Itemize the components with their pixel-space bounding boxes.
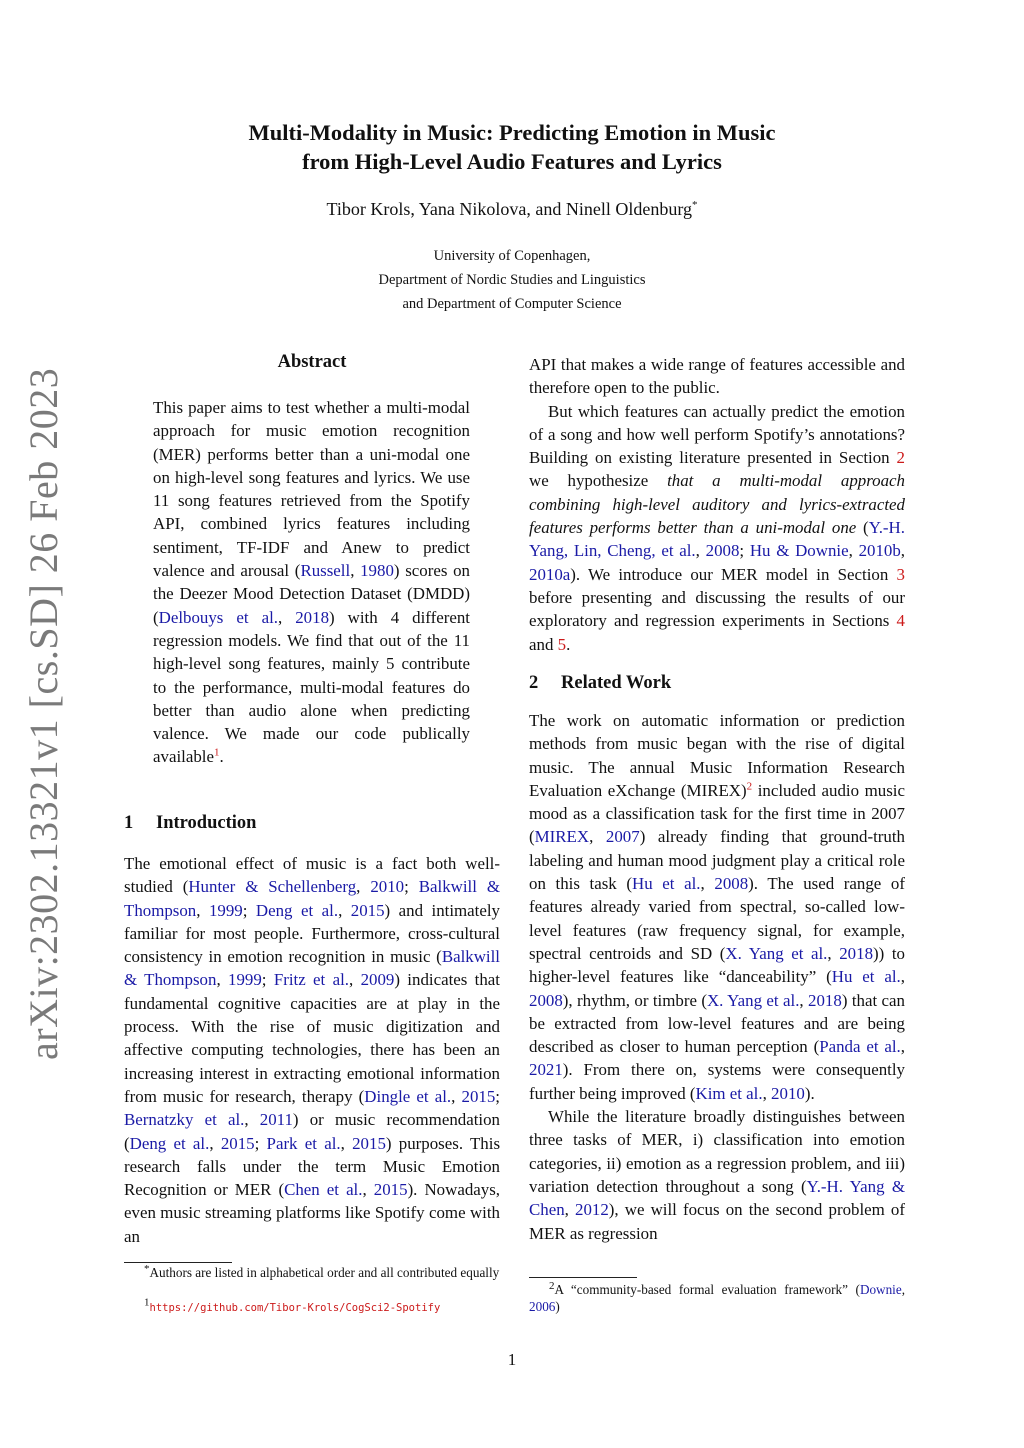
citation-link[interactable]: Balkwill & Thompson (124, 877, 501, 920)
citation-link[interactable]: 2015 (352, 1133, 386, 1153)
body-text: before presenting and discussing the results of our exploratory and regression experiments in Sections (529, 587, 905, 631)
footnote-mark: 2 (549, 1279, 555, 1292)
abstract-text: ) with 4 different regression models. We find that out of the 11 high-level song features, mainly 5 contribute to the performance, multi-modal features do better than audio alone when predicting valence. We made our code publically available (153, 607, 470, 767)
body-text: included audio music mood as a classification task for the first time in 2007 ( (529, 780, 906, 847)
footnote-code-url (144, 1298, 500, 1317)
citation-link[interactable]: 1999 (228, 970, 262, 990)
paper-title (0, 118, 1024, 176)
body-text: The emotional effect of music is a fact both well-studied ( (124, 854, 500, 897)
citation-link[interactable]: 2007 (605, 827, 640, 847)
citation-link[interactable]: 2015 (373, 1180, 408, 1200)
citation-sep: , (216, 970, 228, 990)
citation-link[interactable]: 2012 (575, 1200, 609, 1220)
citation-link[interactable]: 2015 (350, 900, 385, 920)
authors-text: Tibor Krols, Yana Nikolova, and Ninell Oldenburg (326, 199, 692, 219)
body-text: )) to higher-level features like “danceability” ( (529, 943, 905, 987)
citation-link[interactable]: Park et al. (266, 1133, 341, 1153)
body-text: ) already finding that ground-truth labeling and human mood judgment play a critical role on this task ( (529, 827, 905, 894)
citation-link[interactable]: 2008 (705, 541, 740, 561)
citation-link[interactable]: MIREX (534, 827, 590, 847)
citation-link[interactable]: 2006 (529, 1299, 556, 1314)
citation-sep: ; (261, 970, 274, 990)
section-number: 2 (529, 673, 539, 693)
citation-link[interactable]: 2009 (360, 970, 395, 990)
body-text: ) and intimately familiar for most people. Furthermore, cross-cultural consistency in emotion recognition in music ( (124, 900, 500, 967)
citation-sep: , (278, 607, 296, 627)
title-line-1: Multi-Modality in Music: Predicting Emotion in Music (248, 120, 776, 145)
citation-link[interactable]: Y.-H. Yang & Chen (529, 1176, 905, 1220)
abstract-text: This paper aims to test whether a multi-modal approach for music emotion recognition (MER) performs better than a uni-modal one on high-level song features and lyrics. We use 11 song features retrieved from the Spotify API, combined lyrics features including sentiment, TF-IDF and Anew to predict valence and arousal ( (153, 398, 470, 581)
citation-link[interactable]: 1980 (360, 561, 394, 581)
citation-link[interactable]: 2015 (461, 1086, 496, 1106)
abstract-text: . (219, 747, 224, 767)
citation-link[interactable]: Russell (300, 561, 351, 581)
citation-link[interactable]: X. Yang et al. (706, 990, 800, 1010)
body-text: ). We introduce our MER model in Section (570, 564, 897, 584)
citation-link[interactable]: Delbouys et al. (158, 607, 278, 627)
hypothesis-text: that a multi-modal approach combining high-level auditory and lyrics-extracted features performs better than a uni-modal one (529, 471, 905, 538)
citation-sep: , (356, 877, 371, 897)
citation-link[interactable]: Fritz et al. (273, 970, 349, 990)
citation-link[interactable]: 2015 (220, 1133, 255, 1153)
citation-sep: , (900, 541, 906, 561)
citation-link[interactable]: 2010b (858, 541, 901, 561)
citation-link[interactable]: Deng et al. (129, 1133, 210, 1153)
abstract-body (153, 396, 470, 769)
author-list (0, 199, 1024, 220)
citation-sep: , (564, 1200, 576, 1220)
paragraph (529, 1105, 905, 1245)
citation-link[interactable]: Hunter & Schellenberg (188, 877, 357, 897)
page-number: 1 (507, 1350, 517, 1369)
body-text: But which features can actually predict the emotion of a song and how well perform Spotify’s annotations? Building on existing literature presented in Section (529, 401, 905, 468)
body-text: ). Nowadays, even music streaming platforms like Spotify come with an (124, 1180, 501, 1246)
section-number: 1 (124, 813, 134, 833)
section-ref-link[interactable]: 4 (896, 611, 905, 631)
abstract-text: ) scores on the Deezer Mood Detection Dataset (DMDD) ( (153, 561, 470, 627)
body-text: and (529, 634, 558, 654)
introduction-continued (529, 353, 905, 656)
citation-sep: , (349, 970, 361, 990)
citation-link[interactable]: Y.-H. Yang, Lin, Cheng, et al. (529, 518, 905, 561)
section-heading-related-work (529, 673, 671, 694)
citation-sep: , (827, 943, 840, 963)
footnote-link[interactable]: 1 (213, 746, 220, 759)
body-text: The work on automatic information or prediction methods from music began with the rise of digital music. The annual Music Information Research Evaluation eXchange (MIREX) (529, 711, 905, 800)
footnote-mark: * (144, 1262, 150, 1275)
affiliation-line-3: and Department of Computer Science (402, 296, 622, 312)
citation-sep: , (340, 1133, 353, 1153)
citation-link[interactable]: Balkwill & Thompson (124, 947, 500, 990)
title-line-2: from High-Level Audio Features and Lyrics (302, 149, 722, 174)
citation-sep: , (338, 900, 351, 920)
paragraph (529, 400, 905, 656)
body-text: ) that can be extracted from low-level features and are being described as closer to human perception ( (529, 990, 905, 1057)
footnote-text: ) (555, 1299, 560, 1314)
citation-link[interactable]: Hu et al. (632, 874, 701, 894)
citation-link[interactable]: Dingle et al. (364, 1086, 452, 1106)
citation-sep: ; (242, 900, 256, 920)
citation-sep: , (901, 1282, 905, 1297)
section-heading-introduction (124, 813, 256, 834)
citation-link[interactable]: 2018 (839, 943, 874, 963)
section-ref-link[interactable]: 3 (896, 564, 905, 584)
citation-link[interactable]: 2018 (808, 990, 842, 1010)
footnote-rule (124, 1262, 232, 1263)
section-title: Introduction (156, 813, 257, 833)
footnote-text: A “community-based formal evaluation framework” ( (554, 1282, 860, 1297)
citation-sep: , (196, 900, 209, 920)
citation-sep: , (244, 1110, 260, 1130)
body-text: ), rhythm, or timbre ( (562, 990, 707, 1010)
citation-sep: ; (404, 877, 419, 897)
citation-sep: , (589, 827, 606, 847)
citation-link[interactable]: 2021 (529, 1060, 563, 1080)
body-text: While the literature broadly distinguishes between three tasks of MER, i) classification into emotion categories, ii) emotion as a regression problem, and iii) variation detection throughout a song ( (529, 1107, 905, 1196)
footnote-authors (124, 1264, 500, 1281)
footnote-rule (529, 1277, 637, 1278)
introduction-body (124, 852, 500, 1248)
citation-link[interactable]: 2010 (370, 877, 405, 897)
citation-sep: , (362, 1180, 374, 1200)
citation-sep: ; (495, 1086, 500, 1106)
citation-sep: , (209, 1133, 221, 1153)
paragraph (529, 353, 905, 400)
citation-sep: , (695, 541, 706, 561)
citation-sep: ; (739, 541, 750, 561)
body-text: . (566, 634, 571, 654)
footnote-mirex (529, 1281, 905, 1315)
affiliation (0, 244, 1024, 316)
citation-link[interactable]: 1999 (208, 900, 243, 920)
citation-link[interactable]: Downie (859, 1282, 902, 1297)
citation-sep: ; (254, 1133, 267, 1153)
citation-sep: , (700, 874, 715, 894)
section-ref-link[interactable]: 2 (896, 448, 905, 468)
body-text: ), we will focus on the second problem of MER as regression (529, 1200, 905, 1243)
related-work-body (529, 709, 905, 1245)
citation-link[interactable]: Hu et al. (831, 967, 901, 987)
body-text: ). The used range of features already varied from spectral, so-called low-level features (raw frequency signal, for example, spectral centroids and SD ( (529, 874, 906, 963)
footnote-text: Authors are listed in alphabetical order and all contributed equally (149, 1265, 500, 1280)
author-footnote-mark: * (692, 199, 698, 211)
citation-link[interactable]: Panda et al. (819, 1037, 901, 1057)
citation-sep: , (799, 990, 809, 1010)
code-url-link[interactable]: https://github.com/Tibor-Krols/CogSci2-Spotify (149, 1302, 441, 1314)
citation-sep: , (900, 967, 905, 987)
section-title: Related Work (561, 673, 672, 693)
section-ref-link[interactable]: 5 (557, 634, 567, 654)
body-text: ( (856, 518, 869, 538)
abstract-heading: Abstract (277, 352, 347, 372)
citation-link[interactable]: X. Yang et al. (725, 943, 828, 963)
paragraph (529, 709, 905, 1105)
body-text: ) purposes. This research falls under the term Music Emotion Recognition or MER ( (124, 1133, 501, 1200)
body-text: we hypothesize (529, 471, 668, 491)
footnote-mark: 1 (144, 1296, 150, 1309)
body-text: ) or music recommendation ( (124, 1110, 500, 1153)
body-text: API that makes a wide range of features accessible and therefore open to the public. (529, 355, 905, 398)
citation-link[interactable]: Kim et al. (695, 1083, 763, 1103)
citation-sep: , (900, 1037, 906, 1057)
citation-sep: , (451, 1086, 462, 1106)
body-text: ) indicates that fundamental cognitive capacities are at play in the process. With the rise of music digitization and affective computing technologies, there has been an increasing interest in extracting emotional information from music for research, therapy ( (124, 970, 501, 1106)
citation-sep: , (350, 561, 361, 581)
citation-link[interactable]: Hu & Downie (749, 541, 849, 561)
citation-link[interactable]: 2011 (259, 1110, 293, 1130)
citation-link[interactable]: Deng et al. (255, 900, 339, 920)
body-text: ). (804, 1083, 815, 1103)
footnote-link[interactable]: 2 (746, 780, 753, 793)
citation-link[interactable]: 2010a (529, 564, 571, 584)
body-text: ). From there on, systems were consequently further being improved ( (529, 1060, 905, 1103)
citation-sep: , (762, 1083, 772, 1103)
citation-link[interactable]: 2010 (771, 1083, 805, 1103)
citation-sep: , (848, 541, 859, 561)
arxiv-identifier: arXiv:2302.13321v1 [cs.SD] 26 Feb 2023 (21, 367, 66, 1060)
affiliation-line-2: Department of Nordic Studies and Linguistics (378, 272, 646, 288)
citation-link[interactable]: Bernatzky et al. (124, 1110, 245, 1130)
citation-link[interactable]: 2008 (529, 990, 563, 1010)
citation-link[interactable]: 2018 (295, 607, 330, 627)
citation-link[interactable]: 2008 (714, 874, 749, 894)
affiliation-line-1: University of Copenhagen, (433, 248, 591, 264)
citation-link[interactable]: Chen et al. (284, 1180, 363, 1200)
